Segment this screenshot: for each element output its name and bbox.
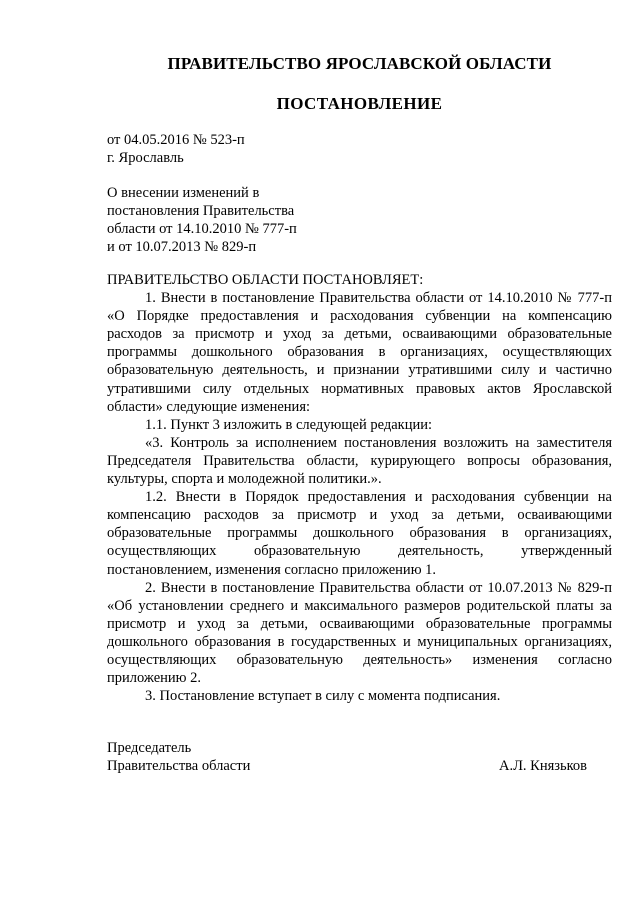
signatory-position-line2: Правительства области [107, 758, 251, 774]
paragraph-1: 1. Внести в постановление Правительства области от 14.10.2010 № 777-п «О Порядке предоставления и расходования субвенции на компенсацию расходов за присмотр и уход за детьми, осваивающими образовательные программы дошкольного образования в организациях, осуществляющих образовательную деятельность, и признании утратившими силу и частично утратившими силу отдельных нормативных правовых актов Ярославской области» следующие изменения: [107, 290, 612, 415]
subject-line: О внесении изменений в [107, 185, 260, 201]
paragraph-1-1-quote: «3. Контроль за исполнением постановления возложить на заместителя Председателя Правительства области, курирующего вопросы образования, культуры, спорта и молодежной политики.». [107, 434, 612, 488]
signatory-position-line1: Председатель [107, 740, 192, 756]
subject-line: области от 14.10.2010 № 777-п [107, 221, 297, 237]
organization-title: ПРАВИТЕЛЬСТВО ЯРОСЛАВСКОЙ ОБЛАСТИ [167, 54, 552, 73]
document-subject [107, 184, 297, 256]
document-body [107, 271, 612, 705]
preamble: ПРАВИТЕЛЬСТВО ОБЛАСТИ ПОСТАНОВЛЯЕТ: [107, 272, 424, 288]
subject-line: постановления Правительства [107, 203, 295, 219]
signature-block [107, 739, 612, 775]
signature-row [107, 757, 612, 775]
paragraph-3: 3. Постановление вступает в силу с момента подписания. [145, 688, 501, 705]
subject-line: и от 10.07.2013 № 829-п [107, 239, 257, 255]
document-meta [107, 131, 245, 167]
date-number-line: от 04.05.2016 № 523-п [107, 132, 245, 148]
paragraph-1-1: 1.1. Пункт 3 изложить в следующей редакции: [145, 416, 433, 433]
document-type-title: ПОСТАНОВЛЕНИЕ [276, 94, 443, 113]
signatory-name: А.Л. Князьков [498, 758, 587, 774]
paragraph-2: 2. Внести в постановление Правительства области от 10.07.2013 № 829-п «Об установлении среднего и максимального размеров родительской платы за присмотр и уход за детьми, осваивающими образовательные программы дошкольного образования в государственных и муниципальных организациях, осуществляющих образовательную деятельность» изменения согласно приложению 2. [107, 579, 612, 687]
place-line: г. Ярославль [107, 150, 184, 166]
paragraph-1-2: 1.2. Внести в Порядок предоставления и расходования субвенции на компенсацию расходов за присмотр и уход за детьми, осваивающими образовательные программы дошкольного образования в организациях, осуществляющих образовательную деятельность, утвержденный постановлением, изменения согласно приложению 1. [107, 489, 612, 578]
